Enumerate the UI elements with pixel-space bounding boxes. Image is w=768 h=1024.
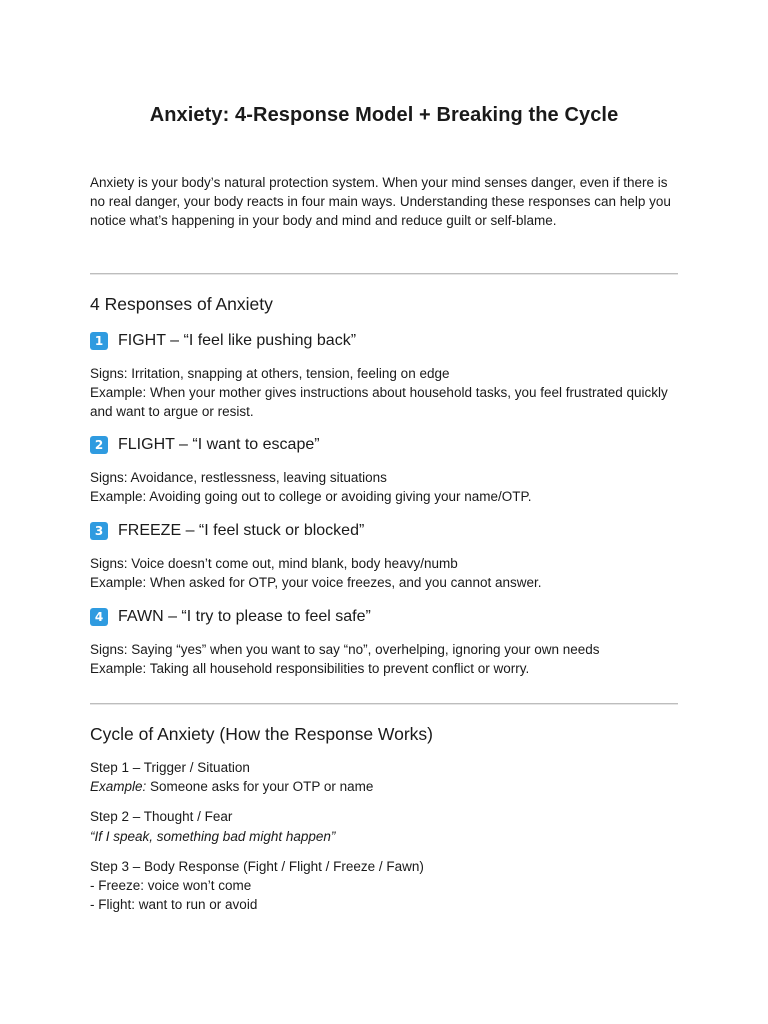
cycle-step-3-item: - Freeze: voice won’t come <box>90 878 252 893</box>
response-example: Example: When asked for OTP, your voice freezes, and you cannot answer. <box>90 575 542 590</box>
number-4-icon: 4 <box>90 608 108 626</box>
response-heading-fight <box>90 332 356 350</box>
divider <box>90 703 678 705</box>
response-signs: Signs: Voice doesn’t come out, mind blank, body heavy/numb <box>90 556 458 571</box>
response-heading-flight <box>90 436 320 454</box>
response-signs: Signs: Saying “yes” when you want to say “no”, overhelping, ignoring your own needs <box>90 642 600 657</box>
number-2-icon: 2 <box>90 436 108 454</box>
response-signs: Signs: Irritation, snapping at others, tension, feeling on edge <box>90 366 450 381</box>
cycle-step-3-title: Step 3 – Body Response (Fight / Flight / Freeze / Fawn) <box>90 859 424 874</box>
cycle-step-2-quote: “If I speak, something bad might happen” <box>90 829 336 844</box>
response-heading-fawn <box>90 608 371 626</box>
responses-section-heading: 4 Responses of Anxiety <box>90 294 273 314</box>
document-title: Anxiety: 4-Response Model + Breaking the Cycle <box>149 104 619 126</box>
response-example: Example: Avoiding going out to college or avoiding giving your name/OTP. <box>90 489 532 504</box>
response-title: FREEZE – “I feel stuck or blocked” <box>118 522 365 539</box>
example-text: Someone asks for your OTP or name <box>146 779 374 794</box>
intro-paragraph: Anxiety is your body’s natural protection system. When your mind senses danger, even if there is no real danger, your body reacts in four main ways. Understanding these responses can help you notice what’s happening in your body and mind and reduce guilt or self-blame. <box>90 175 671 228</box>
cycle-step-1-title: Step 1 – Trigger / Situation <box>90 760 250 775</box>
response-title: FIGHT – “I feel like pushing back” <box>118 332 357 349</box>
cycle-step-1-example <box>90 777 682 796</box>
response-heading-freeze <box>90 522 364 540</box>
cycle-step-3-item: - Flight: want to run or avoid <box>90 897 258 912</box>
cycle-section-heading: Cycle of Anxiety (How the Response Works) <box>90 724 434 744</box>
response-title: FLIGHT – “I want to escape” <box>118 436 320 453</box>
number-3-icon: 3 <box>90 522 108 540</box>
response-example: Example: When your mother gives instructions about household tasks, you feel frustrated quickly and want to argue or resist. <box>90 385 668 419</box>
response-signs: Signs: Avoidance, restlessness, leaving situations <box>90 470 387 485</box>
response-title: FAWN – “I try to please to feel safe” <box>118 608 371 625</box>
divider <box>90 273 678 275</box>
response-example: Example: Taking all household responsibilities to prevent conflict or worry. <box>90 661 530 676</box>
number-1-icon: 1 <box>90 332 108 350</box>
cycle-step-2-title: Step 2 – Thought / Fear <box>90 809 233 824</box>
example-label: Example: <box>90 779 147 794</box>
